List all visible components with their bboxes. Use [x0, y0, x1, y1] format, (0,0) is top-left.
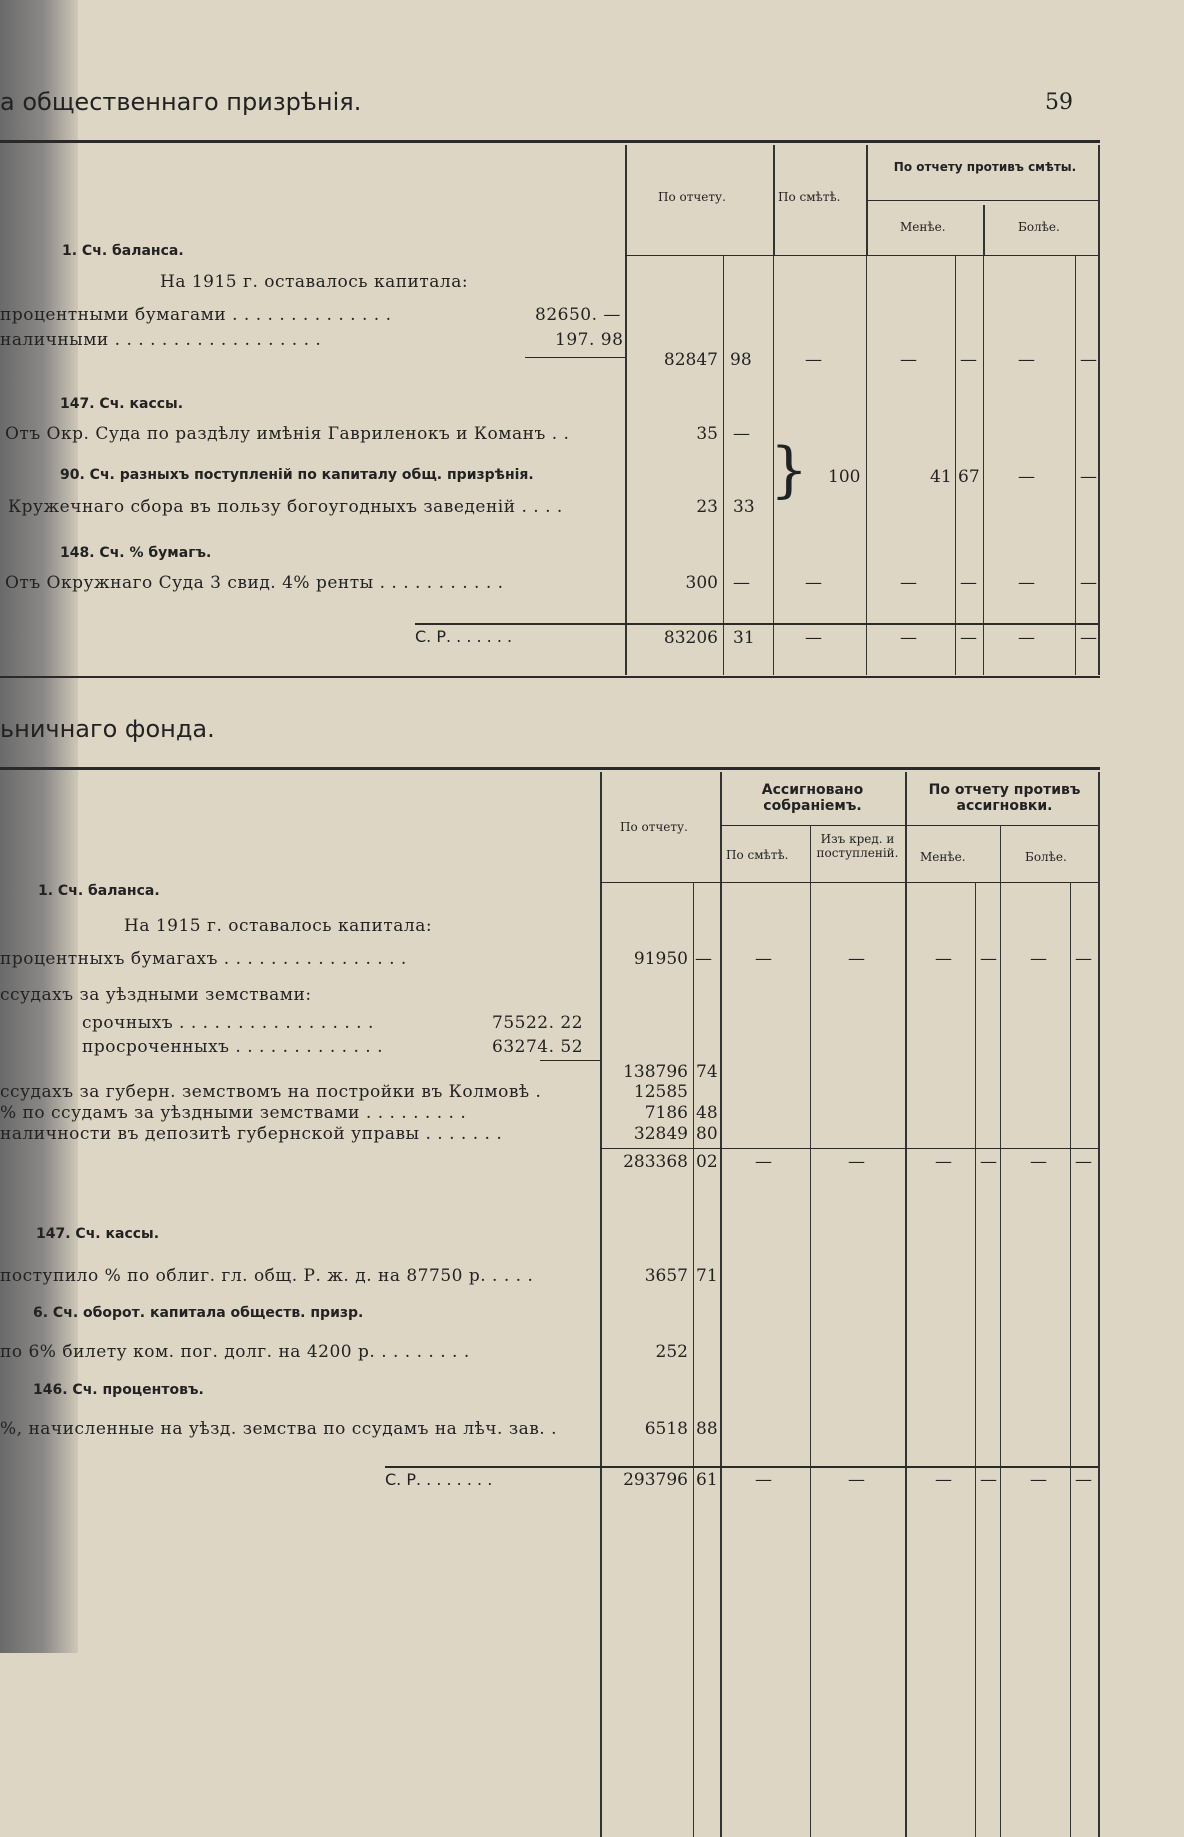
dash: —	[695, 949, 712, 969]
s1-sr-rubles: 83206	[663, 628, 718, 648]
s2-total-rule	[600, 1148, 1098, 1149]
s1-heading-kassa: 147. Сч. кассы.	[60, 396, 184, 412]
s1-end-rule	[0, 676, 1100, 678]
s2-sr-rule	[385, 1466, 1098, 1468]
dash: —	[935, 1470, 952, 1490]
s1-less-rubles: 41	[930, 467, 952, 487]
s2-ticket-label: по 6% билету ком. пог. долг. на 4200 р. . . . . . . . .	[0, 1342, 470, 1362]
s2-deposit-label: наличности въ депозитѣ губернской управы . . . . . . .	[0, 1124, 503, 1144]
dash: —	[935, 949, 952, 969]
dash: —	[755, 1152, 772, 1172]
s1-sum-rule	[525, 357, 625, 358]
s2-accrued-label: %, начисленные на уѣзд. земства по ссудамъ на лѣч. зав. .	[0, 1419, 558, 1439]
s1-heading-balance: 1. Сч. баланса.	[62, 243, 184, 259]
s1-sr-kopecks: 31	[733, 628, 755, 648]
dash: —	[960, 573, 977, 593]
dash: —	[960, 350, 977, 370]
dash: —	[1030, 949, 1047, 969]
s1-okr-rubles: 35	[696, 424, 718, 444]
s2-kolmovo-rubles: 12585	[633, 1082, 688, 1102]
s1-col-estimate: По смѣтѣ.	[778, 190, 841, 204]
s1-col-report: По отчету.	[658, 190, 726, 204]
s2-oblig-kopecks: 71	[696, 1266, 718, 1286]
dash: —	[848, 1152, 865, 1172]
s2-heading-working-capital: 6. Сч. оборот. капитала обществ. призр.	[33, 1305, 364, 1321]
header-rule	[0, 140, 1100, 143]
dash: —	[1080, 628, 1097, 648]
s1-okr-label: Отъ Окр. Суда по раздѣлу имѣнія Гавриленокъ и Команъ . .	[5, 424, 570, 444]
dash: —	[1018, 350, 1035, 370]
dash: —	[1018, 628, 1035, 648]
s2-deposit-rubles: 32849	[633, 1124, 688, 1144]
s2-urgent-label: срочныхъ . . . . . . . . . . . . . . . . .	[82, 1013, 374, 1033]
s1-papers-label: процентными бумагами . . . . . . . . . . . . . .	[0, 305, 392, 325]
brace: }	[770, 435, 809, 505]
s2-total-rubles: 283368	[623, 1152, 688, 1172]
s2-col-report: По отчету.	[620, 820, 688, 834]
dash: —	[1080, 467, 1097, 487]
dash: —	[935, 1152, 952, 1172]
dash: —	[805, 573, 822, 593]
s2-urgent-value: 75522. 22	[492, 1013, 584, 1033]
s2-capital-line: На 1915 г. оставалось капитала:	[124, 916, 433, 936]
s2-oblig-label: поступило % по облиг. гл. общ. Р. ж. д. на 87750 р. . . . .	[0, 1266, 534, 1286]
s2-kolmovo-label: ссудахъ за губерн. земствомъ на постройки въ Колмовѣ .	[0, 1082, 542, 1102]
dash: —	[805, 628, 822, 648]
dash: —	[900, 628, 917, 648]
dash: —	[805, 350, 822, 370]
s2-total-kopecks: 02	[696, 1152, 718, 1172]
dash: —	[1075, 949, 1092, 969]
s2-col-assigned: Ассигновано собраніемъ.	[761, 782, 864, 814]
s2-col-less: Менѣе.	[920, 850, 966, 864]
s1-kruzh-kopecks: 33	[733, 497, 755, 517]
s2-loans-label: ссудахъ за уѣздными земствами:	[0, 985, 312, 1005]
s1-cash-label: наличными . . . . . . . . . . . . . . . . . .	[0, 330, 322, 350]
s2-title: ьничнаго фонда.	[0, 715, 215, 743]
dash: —	[848, 949, 865, 969]
s2-col-estimate: По смѣтѣ.	[726, 848, 789, 862]
dash: —	[1030, 1152, 1047, 1172]
s2-loans-rubles: 138796	[623, 1062, 688, 1082]
s2-loans-kopecks: 74	[696, 1062, 718, 1082]
dash: —	[900, 350, 917, 370]
s2-overdue-label: просроченныхъ . . . . . . . . . . . . .	[82, 1037, 383, 1057]
dash: —	[755, 1470, 772, 1490]
s1-less-kopecks: 67	[958, 467, 980, 487]
s2-heading-balance: 1. Сч. баланса.	[38, 883, 160, 899]
s1-renta-rubles: 300	[685, 573, 718, 593]
s1-total-rubles: 82847	[663, 350, 718, 370]
s2-pct-label: % по ссудамъ за уѣздными земствами . . . . . . . . .	[0, 1103, 467, 1123]
dash: —	[1018, 573, 1035, 593]
dash: —	[1075, 1152, 1092, 1172]
page-title: а общественнаго призрѣнія.	[0, 88, 362, 116]
dash: —	[980, 1470, 997, 1490]
s1-kruzh-label: Кружечнаго сбора въ пользу богоугодныхъ заведеній . . . .	[8, 497, 563, 517]
dash: —	[1075, 1470, 1092, 1490]
dash: —	[960, 628, 977, 648]
s1-total-kopecks: 98	[730, 350, 752, 370]
s1-estimate-value: 100	[828, 467, 861, 487]
s1-col-vs: По отчету противъ смѣты.	[893, 160, 1077, 174]
s2-sr-label: С. Р. . . . . . . .	[385, 1470, 493, 1489]
s2-col-vs: По отчету противъ ассигновки.	[928, 782, 1081, 814]
dash: —	[1030, 1470, 1047, 1490]
s2-col-credits: Изъ кред. и поступленій.	[816, 832, 899, 860]
dash: —	[733, 424, 750, 444]
s2-overdue-value: 63274. 52	[492, 1037, 584, 1057]
s2-heading-kassa: 147. Сч. кассы.	[36, 1226, 160, 1242]
s1-capital-line: На 1915 г. оставалось капитала:	[160, 272, 469, 292]
s2-accrued-kopecks: 88	[696, 1419, 718, 1439]
s2-oblig-rubles: 3657	[644, 1266, 688, 1286]
s1-renta-label: Отъ Окружнаго Суда 3 свид. 4% ренты . . . . . . . . . . .	[5, 573, 504, 593]
s2-sr-kopecks: 61	[696, 1470, 718, 1490]
s1-sr-rule	[415, 623, 1098, 625]
dash: —	[980, 1152, 997, 1172]
s2-col-more: Болѣе.	[1025, 850, 1067, 864]
s2-papers-label: процентныхъ бумагахъ . . . . . . . . . . . . . . . .	[0, 949, 407, 969]
dash: —	[1080, 573, 1097, 593]
s2-pct-kopecks: 48	[696, 1103, 718, 1123]
dash: —	[848, 1470, 865, 1490]
s1-heading-misc: 90. Сч. разныхъ поступленій по капиталу общ. призрѣнія.	[60, 467, 534, 483]
s2-sr-rubles: 293796	[623, 1470, 688, 1490]
s1-col-less: Менѣе.	[900, 220, 946, 234]
dash: —	[733, 573, 750, 593]
s2-pct-rubles: 7186	[644, 1103, 688, 1123]
s1-cash-value: 197. 98	[555, 330, 624, 350]
dash: —	[900, 573, 917, 593]
s1-heading-papers: 148. Сч. % бумагъ.	[60, 545, 212, 561]
s2-sum-rule	[540, 1060, 600, 1061]
s2-top-rule	[0, 767, 1100, 770]
s2-deposit-kopecks: 80	[696, 1124, 718, 1144]
dash: —	[980, 949, 997, 969]
page-number: 59	[1045, 90, 1073, 115]
s1-col-more: Болѣе.	[1018, 220, 1060, 234]
s2-ticket-rubles: 252	[655, 1342, 688, 1362]
s2-heading-interest: 146. Сч. процентовъ.	[33, 1382, 204, 1398]
dash: —	[1080, 350, 1097, 370]
s2-accrued-rubles: 6518	[644, 1419, 688, 1439]
s1-kruzh-rubles: 23	[696, 497, 718, 517]
s1-papers-value: 82650. —	[535, 305, 621, 325]
s2-papers-rubles: 91950	[633, 949, 688, 969]
s1-sr-label: С. Р. . . . . . .	[415, 627, 513, 646]
dash: —	[755, 949, 772, 969]
dash: —	[1018, 467, 1035, 487]
